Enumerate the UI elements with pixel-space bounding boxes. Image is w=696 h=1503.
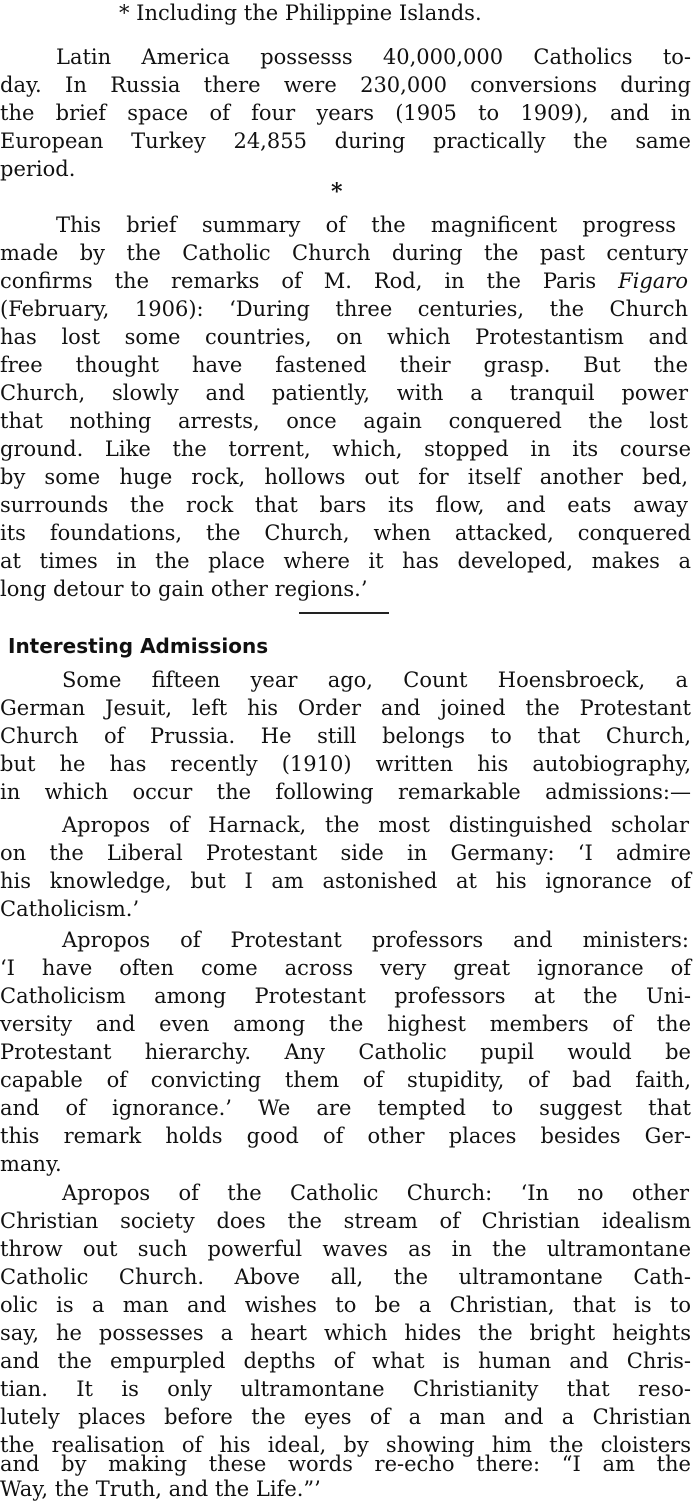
text-line: and of ignorance.’ We are tempted to suggest that xyxy=(0,1096,691,1120)
text-line: tian. It is only ultramontane Christianity that reso- xyxy=(0,1377,691,1401)
text-line: Apropos of Protestant professors and ministers: xyxy=(62,928,689,952)
text-line: Christian society does the stream of Christian idealism xyxy=(0,1209,691,1233)
text-line: German Jesuit, left his Order and joined the Protestant xyxy=(0,696,691,720)
text-line: long detour to gain other regions.’ xyxy=(0,577,368,601)
text-line: day. In Russia there were 230,000 conversions during xyxy=(0,73,691,97)
text-line: European Turkey 24,855 during practically the same xyxy=(0,129,691,153)
section-heading: Interesting Admissions xyxy=(8,634,269,658)
text-segment: confirms the remarks of M. Rod, in the Paris xyxy=(0,269,619,293)
text-line: versity and even among the highest members of the xyxy=(0,1012,691,1036)
text-line: Apropos of Harnack, the most distinguished scholar xyxy=(62,813,689,837)
text-line: ‘I have often come across very great ignorance of xyxy=(0,956,691,980)
text-line xyxy=(0,268,688,296)
text-line: Way, the Truth, and the Life.”’ xyxy=(0,1477,321,1501)
text-line: say, he possesses a heart which hides the bright heights xyxy=(0,1321,691,1345)
text-line: by some huge rock, hollows out for itself another bed, xyxy=(0,465,688,489)
text-line: surrounds the rock that bars its flow, and eats away xyxy=(0,493,688,517)
text-line: Catholicism.’ xyxy=(0,897,140,921)
section-separator-star: * xyxy=(331,179,343,205)
text-line: at times in the place where it has developed, makes a xyxy=(0,549,691,573)
text-line: (February, 1906): ‘During three centuries, the Church xyxy=(0,297,688,321)
text-line: This brief summary of the magnificent progress xyxy=(56,213,676,237)
text-line: Apropos of the Catholic Church: ‘In no other xyxy=(62,1181,689,1205)
text-line: the brief space of four years (1905 to 1909), and in xyxy=(0,101,691,125)
text-line: has lost some countries, on which Protestantism and xyxy=(0,325,688,349)
text-line: capable of convicting them of stupidity, of bad faith, xyxy=(0,1068,691,1092)
text-line: ground. Like the torrent, which, stopped in its course xyxy=(0,437,691,461)
text-line: Church, slowly and patiently, with a tranquil power xyxy=(0,381,688,405)
text-line: and by making these words re-echo there: “I am the xyxy=(0,1452,691,1476)
text-line: made by the Catholic Church during the past century xyxy=(0,241,688,265)
text-line: in which occur the following remarkable admissions:— xyxy=(0,780,691,804)
text-line: olic is a man and wishes to be a Christian, that is to xyxy=(0,1293,691,1317)
text-line: period. xyxy=(0,157,76,181)
text-line: many. xyxy=(0,1152,62,1176)
text-line: the realisation of his ideal, by showing him the cloisters xyxy=(0,1433,691,1457)
section-divider-rule xyxy=(299,612,389,614)
text-line: and the empurpled depths of what is human and Chris- xyxy=(0,1349,691,1373)
text-line: throw out such powerful waves as in the ultramontane xyxy=(0,1237,691,1261)
text-line: but he has recently (1910) written his autobiography, xyxy=(0,752,691,776)
text-line: Some fifteen year ago, Count Hoensbroeck, a xyxy=(62,668,688,692)
text-line: on the Liberal Protestant side in Germany: ‘I admire xyxy=(0,841,691,865)
text-line: Latin America possesss 40,000,000 Catholics to- xyxy=(56,45,691,69)
text-line: this remark holds good of other places besides Ger- xyxy=(0,1124,691,1148)
text-line: its foundations, the Church, when attacked, conquered xyxy=(0,521,691,545)
footnote: * Including the Philippine Islands. xyxy=(119,1,482,25)
figaro-title: Figaro xyxy=(618,269,688,293)
text-line: lutely places before the eyes of a man and a Christian xyxy=(0,1405,691,1429)
text-line: Catholicism among Protestant professors at the Uni- xyxy=(0,984,691,1008)
text-line: Protestant hierarchy. Any Catholic pupil would be xyxy=(0,1040,691,1064)
text-line: free thought have fastened their grasp. But the xyxy=(0,353,688,377)
text-line: Church of Prussia. He still belongs to that Church, xyxy=(0,724,691,748)
text-line: his knowledge, but I am astonished at his ignorance of xyxy=(0,869,691,893)
text-line: Catholic Church. Above all, the ultramontane Cath- xyxy=(0,1265,691,1289)
text-line: that nothing arrests, once again conquered the lost xyxy=(0,409,688,433)
